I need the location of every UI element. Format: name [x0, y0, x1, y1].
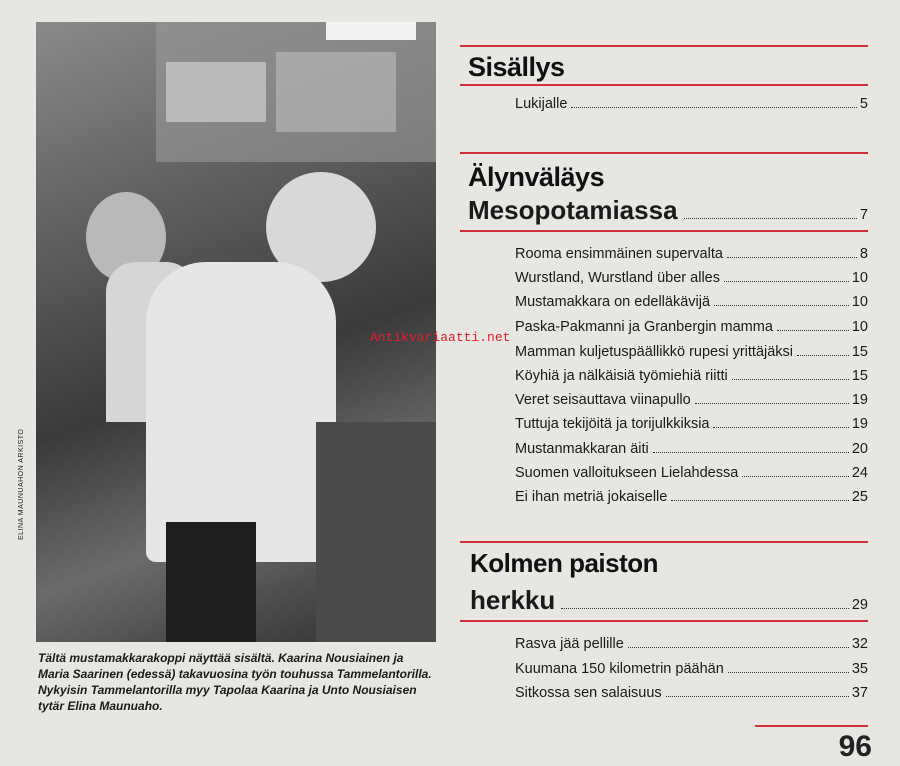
rule-bottom-2 [460, 230, 868, 232]
photo-caption: Tältä mustamakkarakoppi näyttää sisältä. Kaarina Nousiainen ja Maria Saarinen (edessä) takavuosina työn touhussa Tammelantorilla. Nykyisin Tammelantorilla myy Tapolaa Kaarina ja Unto Nousiaisen tytär Elina Maunuaho. [38, 651, 432, 713]
toc-entry: Ei ihan metriä jokaiselle 25 [515, 489, 868, 505]
toc-entry: Wurstland, Wurstland über alles 10 [515, 270, 868, 286]
rule-footer [755, 725, 868, 727]
toc-entry: Mamman kuljetuspäällikkö rupesi yrittäjäksi 15 [515, 344, 868, 360]
toc-entry: Rasva jää pellille 32 [515, 636, 868, 652]
toc-entry: Köyhiä ja nälkäisiä työmiehiä riitti 15 [515, 368, 868, 384]
toc-entry: Suomen valloitukseen Lielahdessa 24 [515, 465, 868, 481]
toc-heading-sisallys: Sisällys [468, 52, 565, 82]
watermark-text: Antikvariaatti.net [370, 330, 511, 345]
toc-entry: Kuumana 150 kilometrin päähän 35 [515, 661, 868, 677]
toc-entry: Mustanmakkaran äiti 20 [515, 441, 868, 457]
toc-entry: Tuttuja tekijöitä ja torijulkkiksia 19 [515, 416, 868, 432]
rule-bottom-3 [460, 620, 868, 622]
toc-entry: Veret seisauttava viinapullo 19 [515, 392, 868, 408]
rule-top-1 [460, 45, 868, 47]
toc-entry: Sitkossa sen salaisuus 37 [515, 685, 868, 701]
toc-entry: Paska-Pakmanni ja Granbergin mamma 10 [515, 319, 868, 335]
photo-credit: ELINA MAUNUAHON ARKISTO [18, 428, 25, 540]
rule-top-3 [460, 541, 868, 543]
toc-entry: Mustamakkara on edelläkävijä 10 [515, 294, 868, 310]
toc-entry: Rooma ensimmäinen supervalta 8 [515, 246, 868, 262]
page-number: 96 [838, 730, 872, 763]
toc-heading-kolmen-paiston: Kolmen paiston [470, 548, 659, 578]
toc-heading-alynvalays: Älynväläys [468, 162, 605, 192]
toc-entry: Lukijalle 5 [515, 96, 868, 112]
rule-bottom-1 [460, 84, 868, 86]
rule-top-2 [460, 152, 868, 154]
toc-heading-mesopotamiassa: Mesopotamiassa 7 [468, 195, 868, 225]
toc-heading-herkku: herkku 29 [470, 585, 868, 615]
